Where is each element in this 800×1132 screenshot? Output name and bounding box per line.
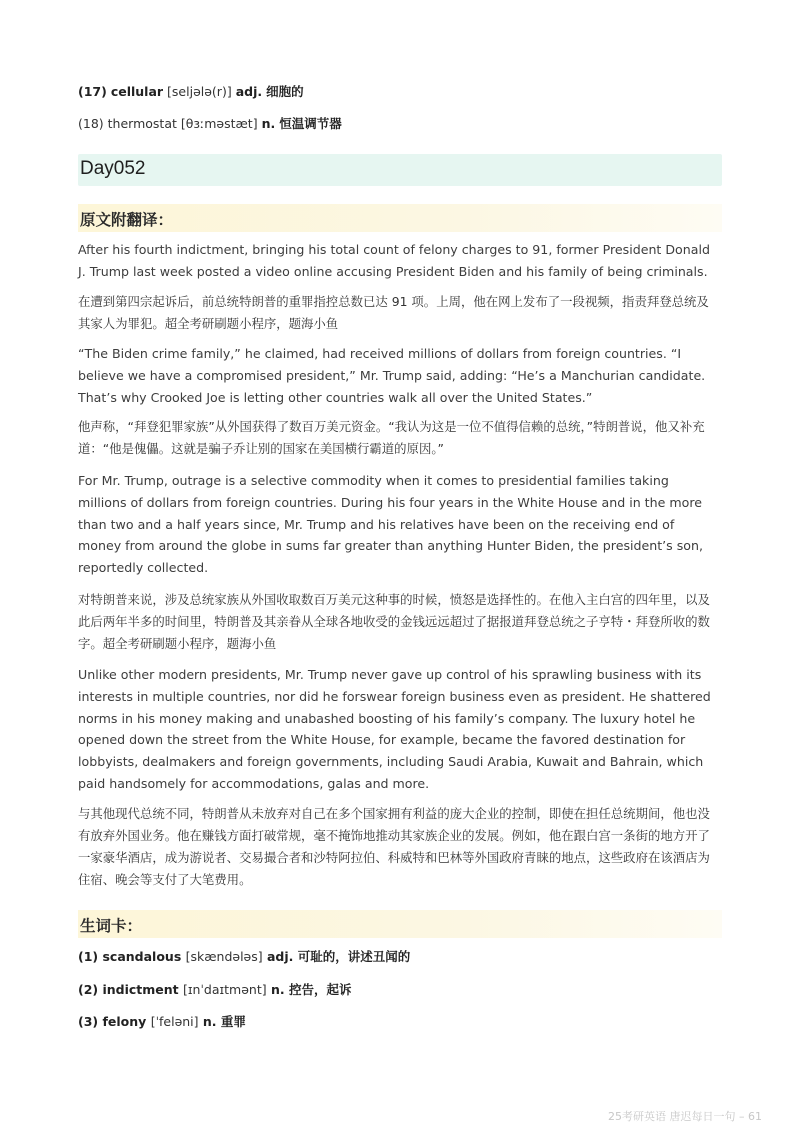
paragraph-chinese: 与其他现代总统不同，特朗普从未放弃对自己在多个国家拥有利益的庞大企业的控制，即使在担任总统期间，他也没有放弃外国业务。他在赚钱方面打破常规，毫不掩饰地推动其家族企业的发展。例如，他在跟白宫一条街的地方开了一家豪华酒店，成为游说者、交易撮合者和沙特阿拉伯、科威特和巴林等外国政府青睐的地点，这些政府在该酒店为住宿、晚会等支付了大笔费用。 (78, 806, 710, 887)
section-heading-original (78, 204, 722, 232)
paragraph-chinese: 在遭到第四宗起诉后，前总统特朗普的重罪指控总数已达 91 项。上周，他在网上发布了一段视频，指责拜登总统及其家人为罪犯。超全考研刷题小程序，题海小鱼 (78, 294, 709, 331)
paragraph-chinese: 他声称，“拜登犯罪家族”从外国获得了数百万美元资金。“我认为这是一位不值得信赖的总统，”特朗普说，他又补充道：“他是傀儡。这就是骗子乔让别的国家在美国横行霸道的原因。” (78, 419, 705, 456)
paragraph-chinese: 对特朗普来说，涉及总统家族从外国收取数百万美元这种事的时候，愤怒是选择性的。在他入主白宫的四年里，以及此后两年半多的时间里，特朗普及其亲眷从全球各地收受的金钱远远超过了据报道拜登总统之子亨特・拜登所收的数字。超全考研刷题小程序，题海小鱼 (78, 592, 710, 651)
day-title-banner (78, 154, 722, 186)
vocab-entry-thermostat: (18) thermostat [θɜːməstæt] n. 恒温调节器 (78, 116, 342, 131)
paragraph-english: After his fourth indictment, bringing his total count of felony charges to 91, former President Donald J. Trump last week posted a video online accusing President Biden and his family of being criminals. (78, 242, 710, 279)
vocab-entry-cellular: (17) cellular [seljələ(r)] adj. 细胞的 (78, 84, 304, 99)
page-footer: 25考研英语 唐迟每日一句 – 61 (608, 1110, 762, 1123)
paragraph-english: “The Biden crime family,” he claimed, had received millions of dollars from foreign countries. “I believe we have a compromised president,” Mr. Trump said, adding: “He’s a Manchurian candidate. That’s why Crooked Joe is letting other countries walk all over the United States.” (78, 346, 706, 405)
vocab-card-indictment: (2) indictment [ɪnˈdaɪtmənt] n. 控告，起诉 (78, 982, 352, 997)
section-heading-vocab (78, 910, 722, 938)
vocab-card-felony: (3) felony [ˈfeləni] n. 重罪 (78, 1014, 246, 1029)
section-heading-label: 生词卡： (80, 917, 143, 935)
section-heading-label: 原文附翻译： (80, 211, 174, 229)
day-title: Day052 (80, 158, 146, 179)
paragraph-english: Unlike other modern presidents, Mr. Trump never gave up control of his sprawling business with its interests in multiple countries, nor did he forswear foreign business even as president. He shattered norms in his money making and unabashed boosting of his family’s company. The luxury hotel he opened down the street from the White House, for example, became the favored destination for lobbyists, dealmakers and foreign governments, including Saudi Arabia, Kuwait and Bahrain, which paid handsomely for accommodations, galas and more. (78, 667, 711, 791)
paragraph-english: For Mr. Trump, outrage is a selective commodity when it comes to presidential families taking millions of dollars from foreign countries. During his four years in the White House and in the more than two and a half years since, Mr. Trump and his relatives have been on the receiving end of money from around the globe in sums far greater than anything Hunter Biden, the president’s son, reportedly collected. (78, 473, 703, 576)
vocab-card-scandalous: (1) scandalous [skændələs] adj. 可耻的，讲述丑闻的 (78, 949, 411, 964)
